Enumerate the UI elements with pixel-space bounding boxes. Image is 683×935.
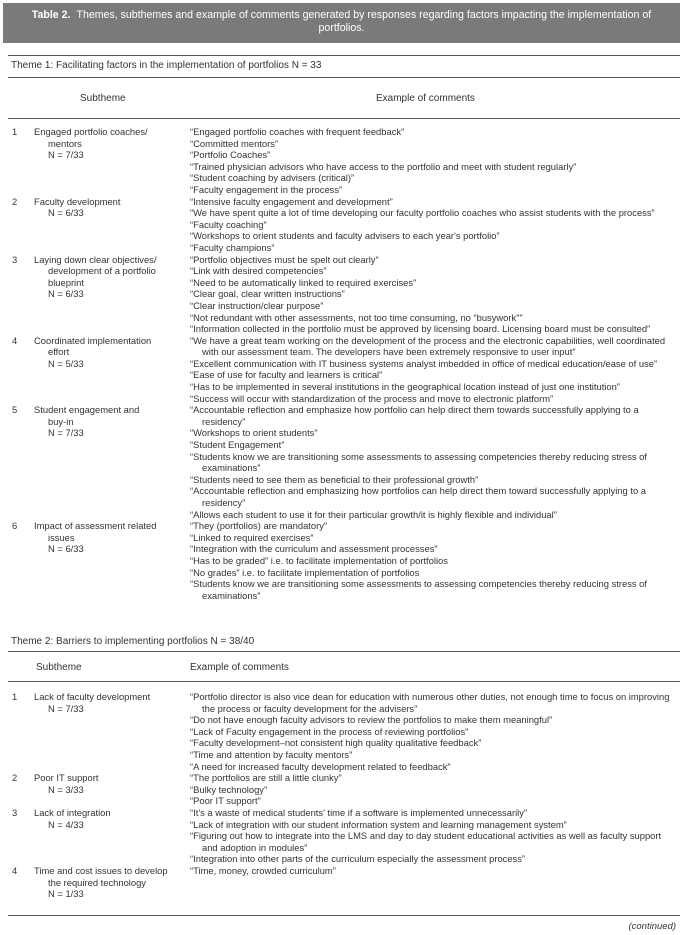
comment-text: “Students know we are transitioning some assessments to assessing competencies thereby reducing stress of [190, 578, 647, 590]
comment-text: “Faculty development–not consistent high quality qualitative feedback” [190, 737, 482, 749]
subtheme-text: the required technology [48, 876, 146, 888]
subtheme-count: N = 7/33 [48, 702, 84, 714]
subtheme-count: N = 6/33 [48, 543, 84, 555]
comment-item [190, 853, 680, 865]
subtheme-text: issues [48, 531, 75, 543]
table-row [8, 865, 680, 900]
comment-item [190, 138, 680, 150]
subtheme-text: buy-in [48, 415, 74, 427]
comment-text: “Lack of Faculty engagement in the process of reviewing portfolios” [190, 725, 469, 737]
comment-item [190, 393, 680, 405]
comment-text: “Do not have enough faculty advisors to review the portfolios to make them meaningful” [190, 714, 553, 726]
comment-text: “We have a great team working on the development of the process and the electronic capabilities, well coordinated [190, 334, 666, 346]
comment-item [190, 219, 680, 231]
comment-text: “Intensive faculty engagement and development” [190, 195, 393, 207]
table-row [8, 196, 680, 254]
subtheme-text: mentors [48, 137, 82, 149]
theme2-header-rule [8, 681, 680, 682]
comment-item [190, 207, 680, 219]
comment-text-continued: residency” [202, 415, 246, 427]
subtheme-cell [34, 335, 190, 405]
subtheme-text: development of a portfolio [48, 265, 156, 277]
comment-text: “Excellent communication with IT business systems analyst imbedded in office of medical education/ease of use” [190, 357, 658, 369]
comment-item [190, 795, 680, 807]
table-row [8, 520, 680, 601]
comment-text: “Accountable reflection and emphasize how portfolio can help direct them towards successfully applying to a [190, 404, 639, 416]
comment-text-continued: and adoption in modules” [202, 841, 308, 853]
theme1-header-rule [8, 118, 680, 119]
table-row [8, 404, 680, 520]
comment-item [190, 300, 680, 312]
table-row [8, 691, 680, 772]
comment-item [190, 784, 680, 796]
comment-item [190, 335, 680, 358]
comment-item [190, 277, 680, 289]
comment-text: “It's a waste of medical students' time if a software is implemented unnecessarily” [190, 806, 528, 818]
comment-item [190, 172, 680, 184]
comment-item [190, 288, 680, 300]
table-row [8, 772, 680, 807]
comment-text: “Allows each student to use it for their particular growth/it is highly flexible and individual” [190, 508, 557, 520]
comment-text: “No grades” i.e. to facilitate implementation of portfolios [190, 566, 420, 578]
comment-text: “Time, money, crowded curriculum” [190, 864, 336, 876]
comment-item [190, 761, 680, 773]
comment-text: “Has to be implemented in several institutions in the geographical location instead of just one institution” [190, 381, 620, 393]
comment-item [190, 737, 680, 749]
comment-text: “Not redundant with other assessments, not too time consuming, no “busywork”” [190, 311, 523, 323]
comment-text: “Integration with the curriculum and assessment processes” [190, 543, 438, 555]
row-number: 5 [12, 404, 18, 416]
comment-text: “Student coaching by advisers (critical)” [190, 172, 355, 184]
comment-text: “We have spent quite a lot of time developing our faculty portfolio coaches who assist students with the process” [190, 207, 655, 219]
caption-text: Themes, subthemes and example of comments generated by responses regarding factors impacting the implementation of portfolios. [76, 9, 652, 34]
subtheme-count: N = 4/33 [48, 818, 84, 830]
subtheme-count: N = 1/33 [48, 888, 84, 900]
table-row [8, 254, 680, 335]
subtheme-text: blueprint [48, 276, 84, 288]
top-rule [8, 55, 680, 56]
comment-item [190, 749, 680, 761]
subtheme-text: Lack of faculty development [34, 691, 151, 702]
comment-text: “They (portfolios) are mandatory” [190, 520, 328, 532]
comment-item [190, 543, 680, 555]
comment-text-continued: examinations” [202, 462, 261, 474]
comment-text: “Portfolio Coaches” [190, 149, 271, 161]
subtheme-cell [34, 691, 190, 772]
theme2-title-rule [8, 651, 680, 652]
comment-text-continued: residency” [202, 497, 246, 508]
theme2-col-subtheme: Subtheme [36, 662, 82, 673]
comment-item [190, 149, 680, 161]
comment-text: “Information collected in the portfolio must be approved by licensing board. Licensing board must be consulted” [190, 323, 651, 335]
comments-cell [190, 404, 680, 520]
theme2-col-comments: Example of comments [190, 662, 289, 673]
comment-item [190, 578, 680, 601]
comment-text: “The portfolios are still a little clunky” [190, 772, 342, 784]
subtheme-count: N = 6/33 [48, 207, 84, 219]
row-number: 3 [12, 806, 18, 818]
subtheme-count: N = 7/33 [48, 149, 84, 161]
subtheme-text: Engaged portfolio coaches/ [34, 126, 148, 137]
theme2-rows [8, 691, 680, 900]
row-number: 2 [12, 195, 18, 207]
comment-item [190, 196, 680, 208]
comment-item [190, 427, 680, 439]
comment-text: “Faculty champions” [190, 241, 275, 253]
comment-text: “Portfolio director is also vice dean for education with numerous other duties, not enough time to focus on improving [190, 691, 670, 702]
comment-text: “A need for increased faculty development related to feedback” [190, 760, 451, 772]
comment-text: “Clear instruction/clear purpose” [190, 299, 324, 311]
comment-text: “Linked to required exercises” [190, 531, 314, 543]
bottom-rule [8, 915, 680, 916]
comment-text: “Bulky technology” [190, 783, 268, 795]
comment-text: “Student Engagement” [190, 439, 285, 451]
subtheme-text: Lack of integration [34, 806, 111, 818]
comment-item [190, 509, 680, 521]
table-row [8, 126, 680, 196]
comment-text: “Clear goal, clear written instructions” [190, 288, 345, 300]
comment-text: “Trained physician advisors who have access to the portfolio and meet with student regularly” [190, 160, 577, 172]
comment-item [190, 404, 680, 427]
row-number: 4 [12, 864, 18, 876]
comment-text: “Faculty engagement in the process” [190, 183, 343, 195]
comments-cell [190, 196, 680, 254]
comment-text: “Students know we are transitioning some assessments to assessing competencies thereby reducing stress of [190, 450, 647, 462]
subtheme-text: Poor IT support [34, 772, 99, 784]
comment-item [190, 161, 680, 173]
subtheme-cell [34, 772, 190, 807]
comment-item [190, 439, 680, 451]
comment-item [190, 807, 680, 819]
subtheme-count: N = 6/33 [48, 288, 84, 300]
comment-item [190, 312, 680, 324]
comment-item [190, 819, 680, 831]
comment-text: “Poor IT support” [190, 795, 261, 807]
comment-item [190, 772, 680, 784]
row-number: 1 [12, 691, 18, 702]
comment-item [190, 358, 680, 370]
theme1-title: Theme 1: Facilitating factors in the implementation of portfolios N = 33 [11, 60, 322, 71]
subtheme-text: effort [48, 346, 70, 358]
comment-text: “Faculty coaching” [190, 218, 267, 230]
comment-text: “Has to be graded” i.e. to facilitate implementation of portfolios [190, 554, 448, 566]
comment-item [190, 865, 680, 877]
comment-item [190, 714, 680, 726]
comments-cell [190, 772, 680, 807]
comment-text: “Committed mentors” [190, 137, 279, 149]
subtheme-text: Time and cost issues to develop [34, 864, 168, 876]
continued-note: (continued) [628, 921, 676, 932]
row-number: 1 [12, 126, 18, 137]
subtheme-text: Laying down clear objectives/ [34, 253, 157, 265]
table-label: Table 2. [31, 9, 71, 21]
comment-item [190, 830, 680, 853]
comment-text-continued: with our assessment team. The developers have been extremely responsive to user input” [202, 346, 576, 358]
comment-text: “Workshops to orient students” [190, 427, 318, 439]
theme2-title: Theme 2: Barriers to implementing portfolios N = 38/40 [11, 636, 255, 647]
subtheme-cell [34, 865, 190, 900]
subtheme-count: N = 3/33 [48, 783, 84, 795]
table-row [8, 807, 680, 865]
comment-item [190, 485, 680, 508]
comment-item [190, 184, 680, 196]
comment-item [190, 254, 680, 266]
comment-text: “Link with desired competencies” [190, 265, 327, 277]
comment-text: “Time and attention by faculty mentors” [190, 748, 353, 760]
comment-item [190, 555, 680, 567]
theme1-title-rule [8, 77, 680, 78]
subtheme-text: Coordinated implementation [34, 334, 152, 346]
subtheme-count: N = 5/33 [48, 357, 84, 369]
subtheme-text: Student engagement and [34, 404, 140, 416]
comment-item [190, 691, 680, 714]
subtheme-cell [34, 254, 190, 335]
comments-cell [190, 807, 680, 865]
comment-item [190, 567, 680, 579]
comment-item [190, 532, 680, 544]
comment-item [190, 520, 680, 532]
comment-item [190, 242, 680, 254]
subtheme-cell [34, 196, 190, 254]
comments-cell [190, 865, 680, 900]
theme1-col-subtheme: Subtheme [80, 93, 126, 104]
subtheme-cell [34, 126, 190, 196]
comment-item [190, 323, 680, 335]
comment-text: “Students need to see them as beneficial to their professional growth” [190, 473, 479, 485]
subtheme-text: Faculty development [34, 195, 121, 207]
comment-item [190, 381, 680, 393]
theme1-rows [8, 126, 680, 601]
comment-text: “Ease of use for faculty and learners is critical” [190, 369, 383, 381]
row-number: 2 [12, 772, 18, 784]
comment-item [190, 230, 680, 242]
comment-text: “Lack of integration with our student information system and learning management system” [190, 818, 567, 830]
comment-text-continued: the process or faculty development for the advisers” [202, 702, 418, 714]
subtheme-count: N = 7/33 [48, 427, 84, 439]
subtheme-cell [34, 807, 190, 865]
comment-item [190, 369, 680, 381]
subtheme-cell [34, 404, 190, 520]
comment-item [190, 726, 680, 738]
comment-text: “Need to be automatically linked to required exercises” [190, 276, 417, 288]
table-caption [3, 3, 680, 43]
comments-cell [190, 254, 680, 335]
comment-text-continued: examinations” [202, 589, 261, 601]
comment-text: “Engaged portfolio coaches with frequent feedback” [190, 126, 405, 137]
table-row [8, 335, 680, 405]
row-number: 4 [12, 334, 18, 346]
subtheme-cell [34, 520, 190, 601]
comments-cell [190, 691, 680, 772]
comment-text: “Success will occur with standardization of the process and move to electronic platform” [190, 392, 554, 404]
comment-item [190, 474, 680, 486]
comment-text: “Portfolio objectives must be spelt out clearly” [190, 253, 379, 265]
comment-item [190, 126, 680, 138]
comment-text: “Workshops to orient students and faculty advisers to each year's portfolio” [190, 230, 500, 242]
row-number: 3 [12, 253, 18, 265]
subtheme-text: Impact of assessment related [34, 520, 157, 532]
comments-cell [190, 335, 680, 405]
comment-text: “Accountable reflection and emphasizing how portfolios can help direct them toward successfully applying to a [190, 485, 646, 497]
comment-text: “Integration into other parts of the curriculum especially the assessment process” [190, 853, 526, 865]
comment-item [190, 265, 680, 277]
comments-cell [190, 520, 680, 601]
comment-item [190, 451, 680, 474]
row-number: 6 [12, 520, 18, 532]
theme1-col-comments: Example of comments [376, 93, 475, 104]
comments-cell [190, 126, 680, 196]
table-page [3, 3, 680, 932]
comment-text: “Figuring out how to integrate into the LMS and day to day student educational activities as well as faculty support [190, 830, 662, 842]
